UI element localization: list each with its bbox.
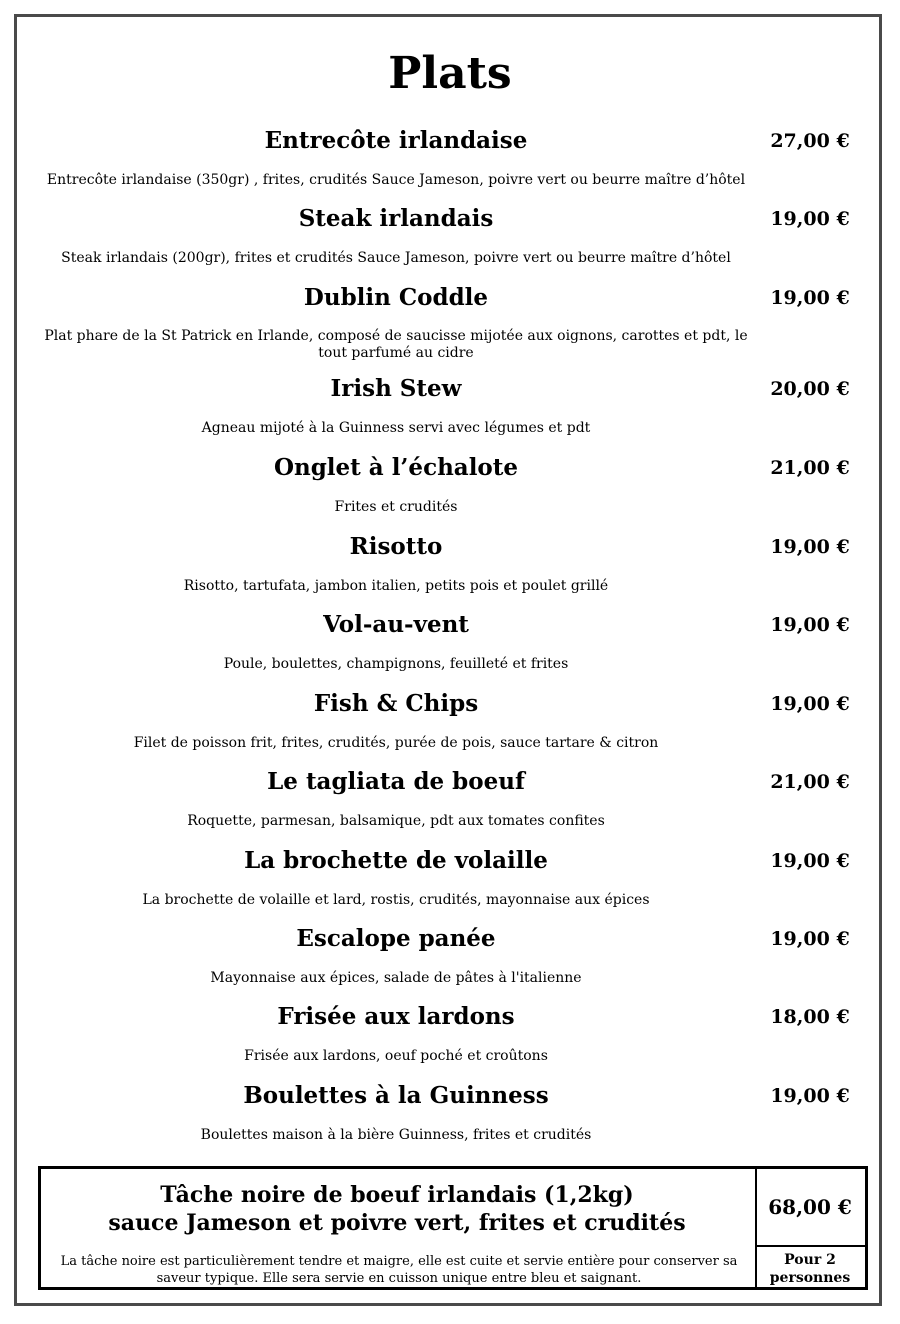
special-serving-note [755, 1251, 865, 1287]
dish-name: Escalope panée [296, 925, 496, 952]
special-dish-box [38, 1166, 868, 1290]
dish-description: Risotto, tartufata, jambon italien, petits pois et poulet grillé [183, 578, 609, 594]
dish-description: Frites et crudités [334, 499, 458, 515]
dish-name: Le tagliata de boeuf [267, 768, 525, 795]
dish-price: 19,00 € [770, 850, 850, 872]
dish-name: La brochette de volaille [244, 847, 548, 874]
dish-description: La brochette de volaille et lard, rostis, crudités, mayonnaise aux épices [142, 892, 650, 908]
dish-description: Steak irlandais (200gr), frites et crudités Sauce Jameson, poivre vert ou beurre maître d’hôtel [61, 250, 731, 266]
dish-name: Irish Stew [330, 375, 462, 402]
special-dish-description: La tâche noire est particulièrement tendre et maigre, elle est cuite et servie entière pour conserver sa saveur typique. Elle sera servie en cuisson unique entre bleu et saignant. [60, 1254, 738, 1286]
special-title-line-1: Tâche noire de boeuf irlandais (1,2kg) [160, 1182, 634, 1208]
dish-price: 19,00 € [770, 693, 850, 715]
dish-price: 21,00 € [770, 457, 850, 479]
dish-name: Vol-au-vent [323, 611, 469, 638]
page-title: Plats [388, 48, 512, 99]
dish-name: Boulettes à la Guinness [243, 1082, 549, 1109]
dish-name: Dublin Coddle [303, 284, 489, 311]
dish-description: Poule, boulettes, champignons, feuilleté et frites [223, 656, 569, 672]
dish-name: Fish & Chips [313, 690, 479, 717]
special-title-line-2: sauce Jameson et poivre vert, frites et crudités [108, 1210, 686, 1236]
special-dish-name [41, 1181, 753, 1237]
dish-price: 18,00 € [770, 1006, 850, 1028]
dish-name: Onglet à l’échalote [273, 454, 519, 481]
dish-name: Entrecôte irlandaise [264, 127, 528, 154]
dish-description: Entrecôte irlandaise (350gr) , frites, crudités Sauce Jameson, poivre vert ou beurre maître d’hôtel [46, 172, 746, 188]
special-price-divider [755, 1245, 865, 1247]
dish-description: Plat phare de la St Patrick en Irlande, composé de saucisse mijotée aux oignons, carottes et pdt, le tout parfumé au cidre [44, 328, 748, 361]
special-dish-price: 68,00 € [768, 1195, 852, 1219]
dish-price: 19,00 € [770, 208, 850, 230]
dish-description: Agneau mijoté à la Guinness servi avec légumes et pdt [201, 420, 591, 436]
dish-price: 19,00 € [770, 928, 850, 950]
dish-price: 21,00 € [770, 771, 850, 793]
dish-price: 19,00 € [770, 1085, 850, 1107]
dish-price: 19,00 € [770, 536, 850, 558]
dish-name: Frisée aux lardons [277, 1003, 515, 1030]
dish-price: 27,00 € [770, 130, 850, 152]
dish-name: Steak irlandais [298, 205, 494, 232]
serving-note-line-2: personnes [769, 1270, 851, 1286]
dish-price: 19,00 € [770, 614, 850, 636]
dish-price: 19,00 € [770, 287, 850, 309]
dish-description: Mayonnaise aux épices, salade de pâtes à l'italienne [210, 970, 582, 986]
dish-description: Filet de poisson frit, frites, crudités, purée de pois, sauce tartare & citron [133, 735, 659, 751]
dish-price: 20,00 € [770, 378, 850, 400]
dish-description: Roquette, parmesan, balsamique, pdt aux tomates confites [187, 813, 605, 829]
dish-name: Risotto [349, 533, 443, 560]
dish-description: Frisée aux lardons, oeuf poché et croûtons [244, 1048, 548, 1064]
serving-note-line-1: Pour 2 [784, 1252, 836, 1268]
dish-description: Boulettes maison à la bière Guinness, frites et crudités [200, 1127, 592, 1143]
